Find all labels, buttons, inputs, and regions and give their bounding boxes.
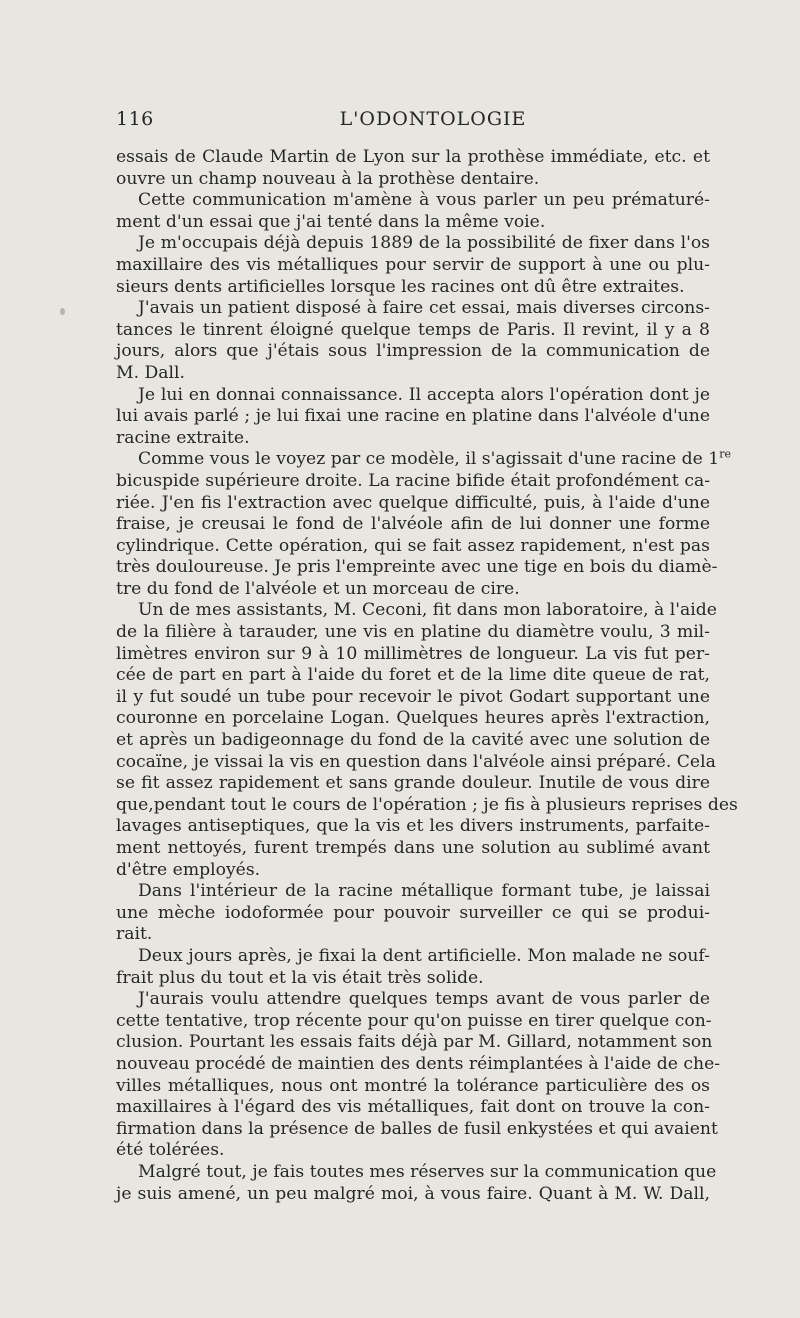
text-line-content: Deux jours après, je fixai la dent artificielle. Mon malade ne souf- [138,945,710,966]
text-line [116,428,710,450]
text-line [116,298,710,320]
text-line [116,924,710,946]
text-line-content: Je m'occupais déjà depuis 1889 de la possibilité de fixer dans l'os [138,233,710,254]
text-line-content: firmation dans la présence de balles de fusil enkystées et qui avaient [116,1118,718,1139]
text-line [116,903,710,925]
text-line [116,881,710,903]
text-line-content: J'avais un patient disposé à faire cet essai, mais diverses circons- [138,298,710,319]
text-line [116,471,710,493]
text-line-content: bicuspide supérieure droite. La racine bifide était profondément ca- [116,470,710,491]
text-line [116,557,718,579]
text-line [116,147,710,169]
text-line [116,1118,718,1141]
text-line-content: cocaïne, je vissai la vis en question dans l'alvéole ainsi préparé. Cela [116,751,716,772]
text-line [116,447,731,471]
text-line [116,989,710,1011]
text-line-content: Malgré tout, je fais toutes mes réserves sur la communication que [138,1161,717,1182]
text-line-content: couronne en porcelaine Logan. Quelques heures après l'extraction, [116,708,710,729]
text-line-content: Cette communication m'amène à vous parler un peu prématuré- [138,190,710,211]
body-text [116,147,738,1205]
text-line [116,751,716,774]
text-line [116,363,710,385]
text-line [116,406,710,428]
text-line-content: cette tentative, trop récente pour qu'on puisse en tirer quelque con- [116,1010,712,1031]
text-line-content: fraise, je creusai le fond de l'alvéole afin de lui donner une forme [116,514,710,535]
text-line [116,1053,721,1076]
text-line [116,946,710,968]
text-line [116,773,710,795]
text-line-content: il y fut soudé un tube pour recevoir le pivot Godart supportant une [116,686,710,707]
text-line [116,1184,710,1206]
text-line-content: frait plus du tout et la vis était très solide. [116,967,484,988]
text-line [116,341,710,363]
text-line-content: villes métalliques, nous ont montré la tolérance particulière des os [116,1075,710,1096]
text-line-content: racine extraite. [116,427,250,448]
text-line-content: sieurs dents artificielles lorsque les racines ont dû être extraites. [116,276,685,297]
text-line [116,190,710,212]
text-line [116,816,710,838]
text-line-content: et après un badigeonnage du fond de la cavité avec une solution de [116,730,710,751]
running-title: L'ODONTOLOGIE [339,108,527,130]
text-line [116,730,710,752]
text-line [116,687,710,709]
text-line-content: ouvre un champ nouveau à la prothèse dentaire. [116,168,540,189]
text-line-content: tre du fond de l'alvéole et un morceau de cire. [116,578,520,599]
text-line [116,794,738,817]
text-line [116,536,710,558]
text-line-content: cée de part en part à l'aide du foret et de la lime dite queue de rat, [116,665,710,686]
text-line [116,665,710,687]
text-line-content: limètres environ sur 9 à 10 millimètres de longueur. La vis fut per- [116,643,710,664]
text-line [116,385,710,407]
text-line-content: cylindrique. Cette opération, qui se fait assez rapidement, n'est pas [116,535,710,556]
text-line [116,600,717,622]
text-line [116,320,710,342]
text-line [116,233,710,255]
text-line-content: je suis amené, un peu malgré moi, à vous faire. Quant à M. W. Dall, [116,1183,710,1204]
text-line-content: M. Dall. [116,362,186,383]
text-line-content: d'être employés. [116,859,261,880]
text-line [116,838,710,860]
text-line [116,255,710,277]
text-line [116,277,710,299]
text-line [116,169,710,191]
margin-speck [60,308,65,315]
text-line-content: se fit assez rapidement et sans grande douleur. Inutile de vous dire [116,773,710,794]
text-line [116,708,710,730]
text-line-content: que,pendant tout le cours de l'opération ; je fis à plusieurs reprises des [116,794,738,815]
text-line-content: riée. J'en fis l'extraction avec quelque difficulté, puis, à l'aide d'une [116,492,710,513]
text-line [116,1011,710,1033]
text-line-content: Un de mes assistants, M. Ceconi, fit dans mon laboratoire, à l'aide [138,600,717,621]
superscript: re [719,447,731,461]
text-line-content: maxillaires à l'égard des vis métalliques, fait dont on trouve la con- [116,1097,710,1118]
text-line-content: jours, alors que j'étais sous l'impression de la communication de [116,341,710,362]
text-line [116,622,710,644]
text-line [116,514,710,536]
text-line [116,1140,710,1162]
page-number: 116 [116,108,154,130]
text-line [116,644,710,666]
text-line [116,493,710,515]
text-line [116,1076,710,1098]
text-line-content: rait. [116,924,153,945]
running-head [116,108,710,134]
text-line-content: Comme vous le voyez par ce modèle, il s'agissait d'une racine de 1 [138,449,720,470]
text-line [116,860,710,882]
text-line-content: tances le tinrent éloigné quelque temps de Paris. Il revint, il y a 8 [116,319,710,340]
text-line-content: clusion. Pourtant les essais faits déjà par M. Gillard, notamment son [116,1032,713,1053]
text-line-content: Je lui en donnai connaissance. Il accepta alors l'opération dont je [138,384,710,405]
text-line-content: de la filière à tarauder, une vis en platine du diamètre voulu, 3 mil- [116,622,710,643]
text-line-content: J'aurais voulu attendre quelques temps avant de vous parler de [138,989,710,1010]
text-line [116,1032,713,1054]
text-line-content: lui avais parlé ; je lui fixai une racine en platine dans l'alvéole d'une [116,406,710,427]
text-line-content: lavages antiseptiques, que la vis et les divers instruments, parfaite- [116,816,710,837]
text-line [116,579,710,601]
text-line [116,1097,710,1119]
text-line-content: ment d'un essai que j'ai tenté dans la même voie. [116,211,546,232]
text-line-content: très douloureuse. Je pris l'empreinte avec une tige en bois du diamè- [116,557,718,578]
text-line-content: nouveau procédé de maintien des dents réimplantées à l'aide de che- [116,1053,721,1074]
text-line-content: essais de Claude Martin de Lyon sur la prothèse immédiate, etc. et [116,147,710,167]
text-line [116,1161,717,1184]
text-line-content: ment nettoyés, furent trempés dans une solution au sublimé avant [116,838,710,858]
text-line-content: été tolérées. [116,1140,225,1161]
text-line-content: Dans l'intérieur de la racine métallique formant tube, je laissai [138,881,710,902]
text-line-content: une mèche iodoformée pour pouvoir surveiller ce qui se produi- [116,902,710,923]
text-line [116,968,710,990]
text-line [116,212,710,234]
text-line-content: maxillaire des vis métalliques pour servir de support à une ou plu- [116,254,710,275]
